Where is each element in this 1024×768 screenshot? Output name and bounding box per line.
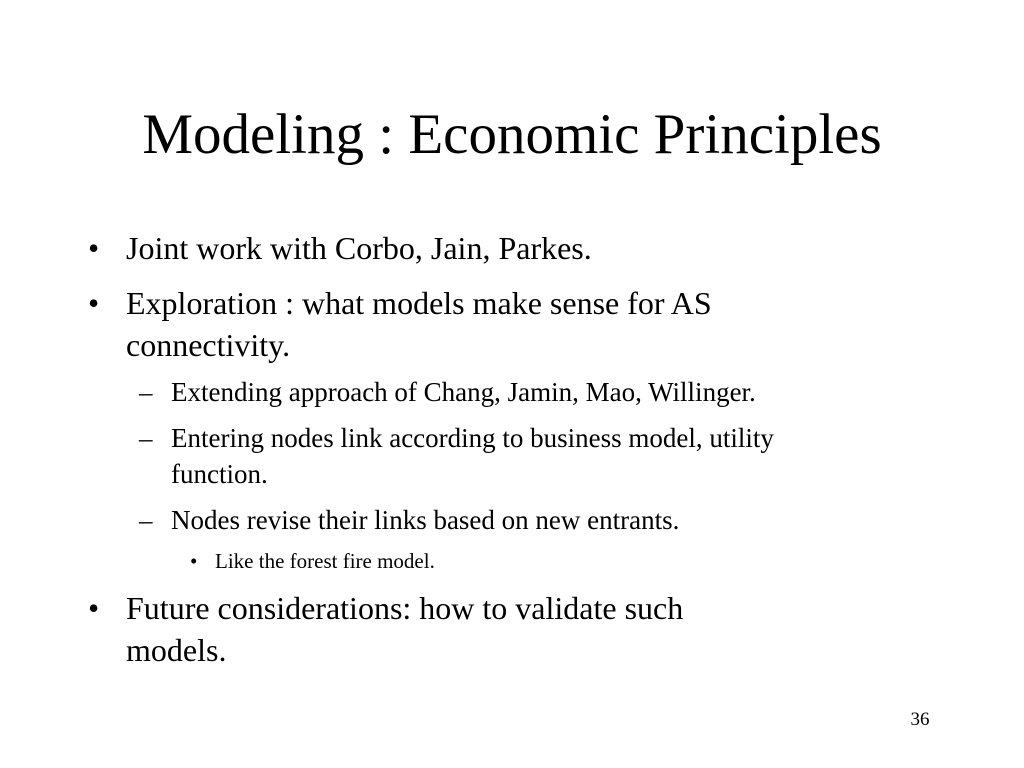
sub-bullet-text: Extending approach of Chang, Jamin, Mao, Willinger. xyxy=(171,377,756,407)
sub-sub-bullet-text: Like the forest fire model. xyxy=(215,549,435,573)
dash-marker: – xyxy=(139,377,153,407)
dash-marker: – xyxy=(139,505,153,535)
bullet-text-line-1: Future considerations: how to validate such xyxy=(126,590,684,626)
bullet-text-line-1: Exploration : what models make sense for AS xyxy=(126,285,712,321)
sub-bullet-text-line-1: Entering nodes link according to business model, utility xyxy=(171,423,774,453)
bullet-text-line-2: connectivity. xyxy=(126,327,291,363)
bullet-marker: • xyxy=(88,590,100,626)
sub-bullet-text-line-2: function. xyxy=(171,459,268,489)
bullet-text-line-2: models. xyxy=(126,632,227,668)
bullet-marker: • xyxy=(88,285,100,321)
slide-title: Modeling : Economic Principles xyxy=(142,103,882,166)
sub-bullet-text: Nodes revise their links based on new entrants. xyxy=(171,505,680,535)
bullet-marker: • xyxy=(88,230,100,266)
bullet-text: Joint work with Corbo, Jain, Parkes. xyxy=(126,230,592,266)
bullet-marker: • xyxy=(190,549,198,573)
page-number: 36 xyxy=(910,709,930,730)
dash-marker: – xyxy=(139,423,153,453)
